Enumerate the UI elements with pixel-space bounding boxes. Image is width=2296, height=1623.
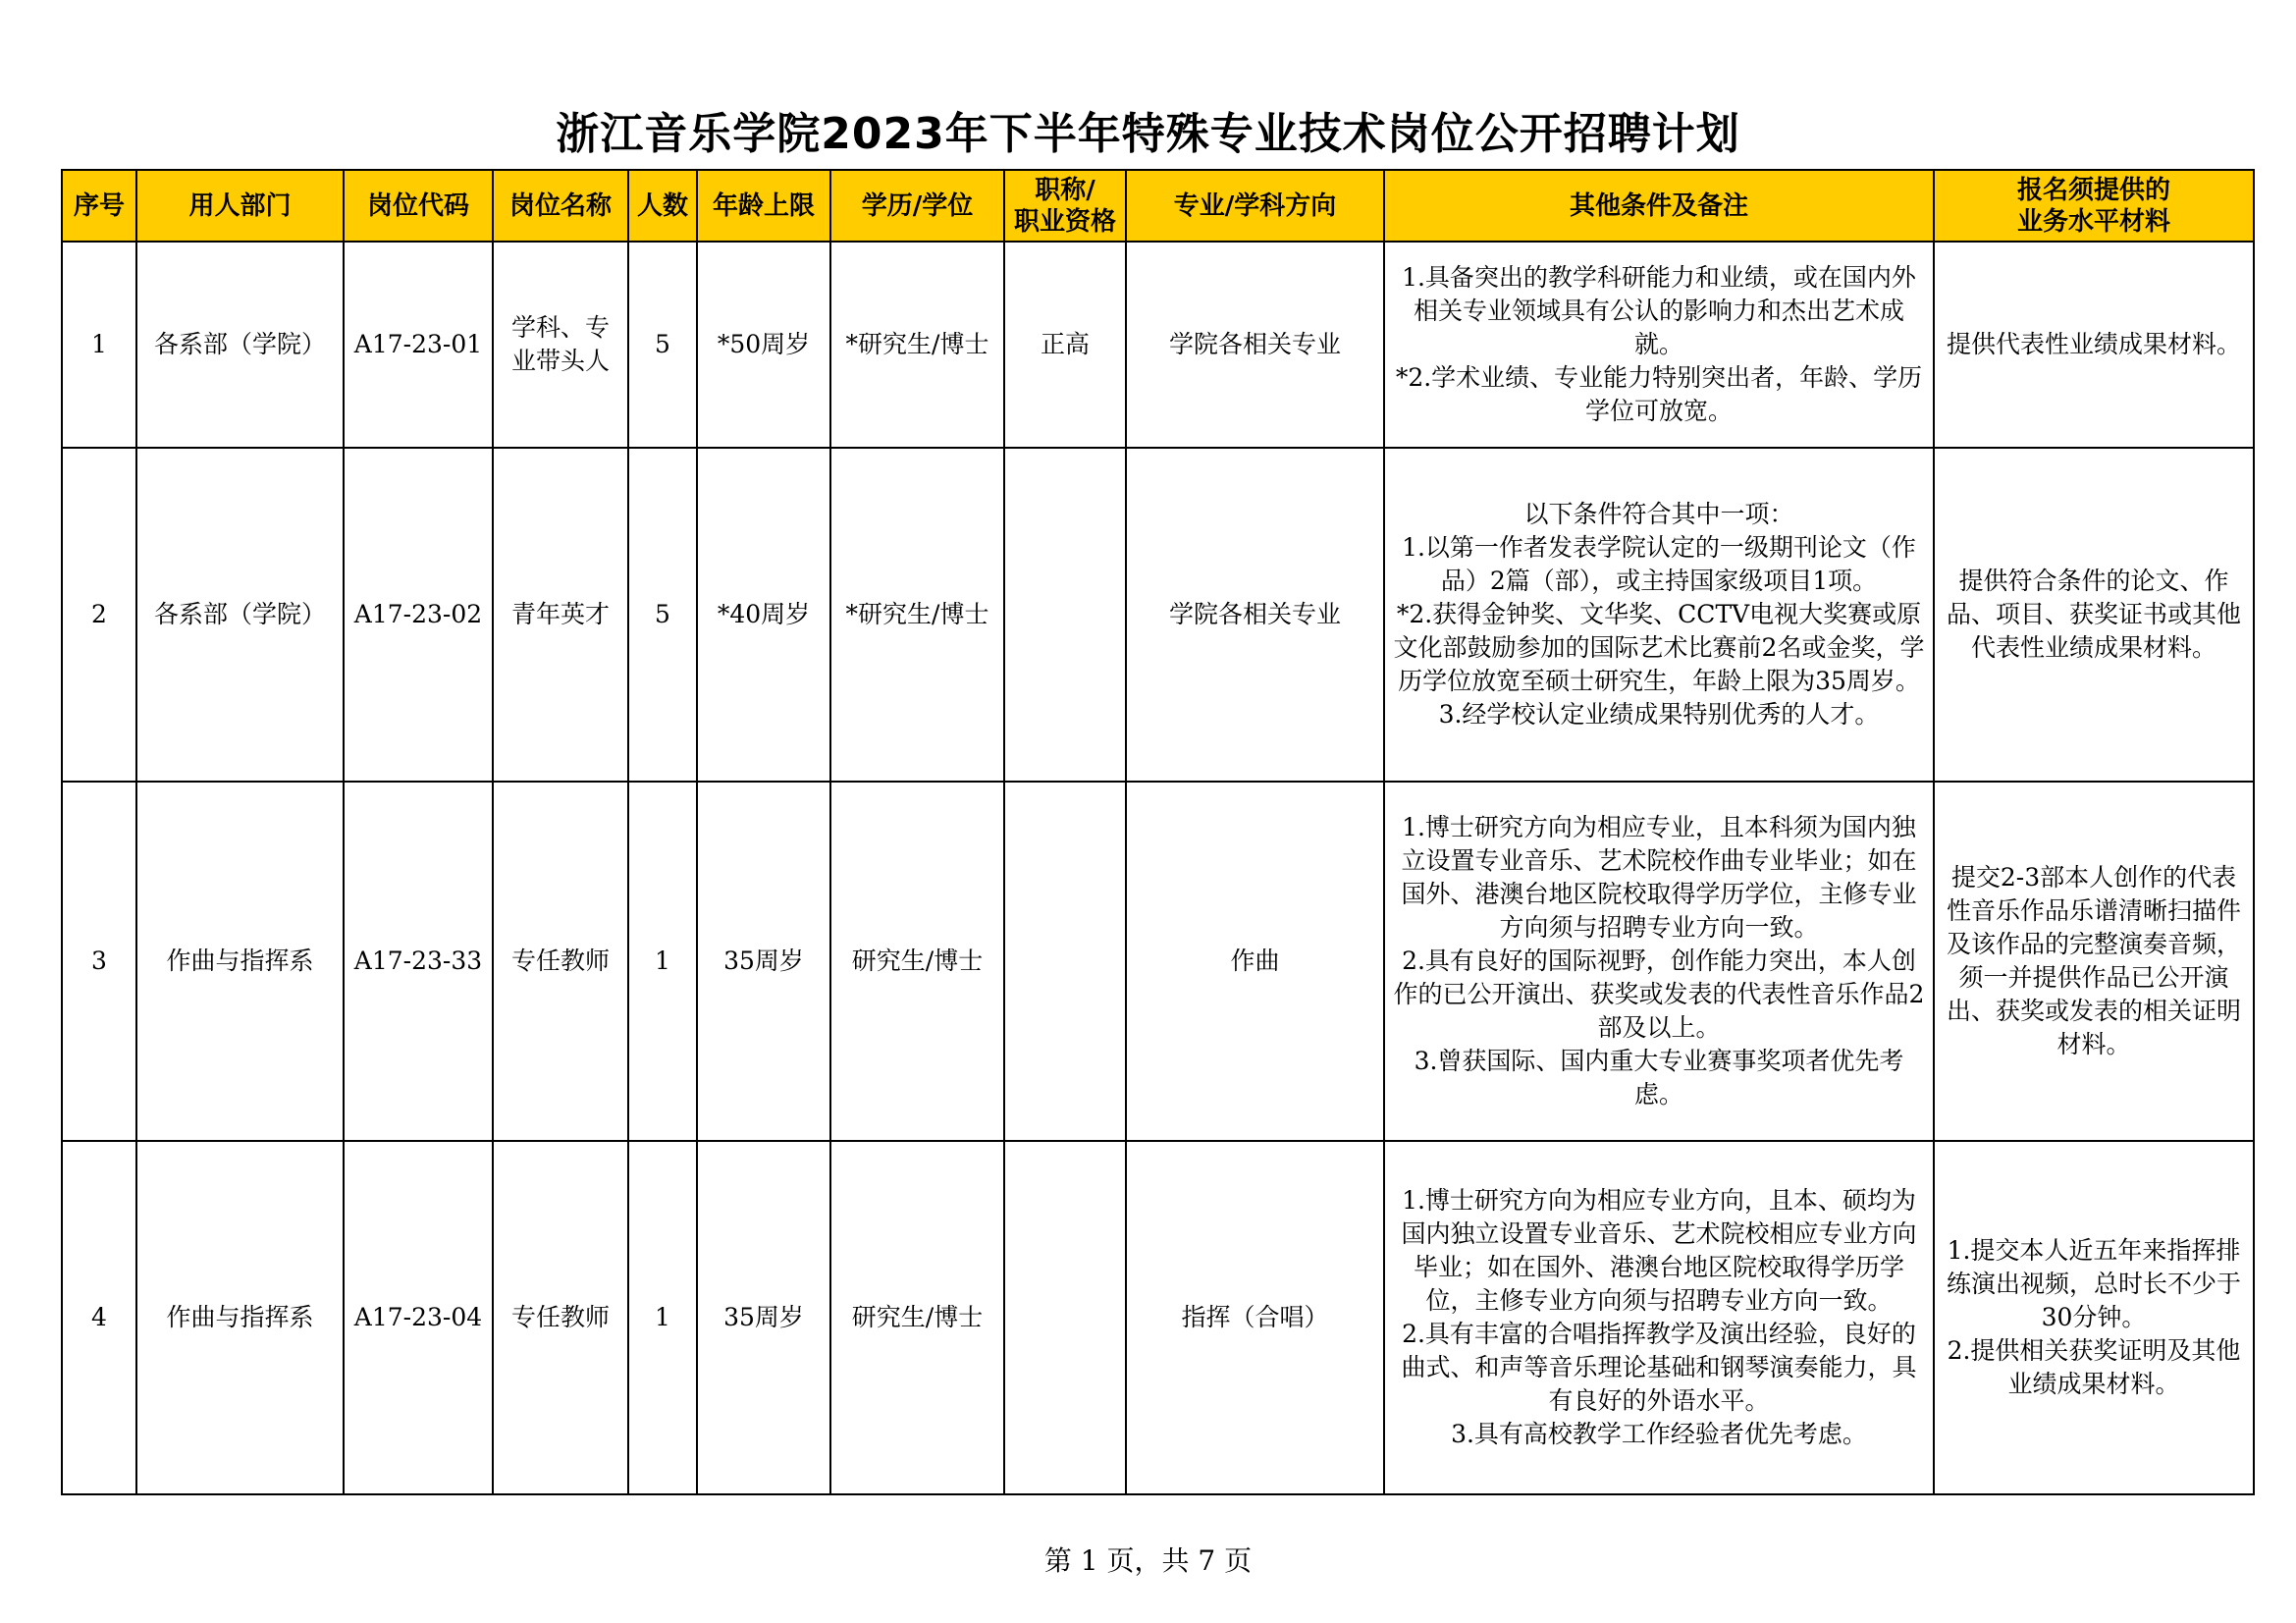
row-count: 5 <box>628 242 697 448</box>
header-conditions: 其他条件及备注 <box>1384 170 1934 242</box>
row-conditions <box>1384 242 1934 448</box>
row-dept: 各系部（学院） <box>136 242 344 448</box>
row-code: A17-23-33 <box>344 782 493 1141</box>
row-education: 研究生/博士 <box>830 1141 1004 1494</box>
header-title: 职称/ 职业资格 <box>1004 170 1126 242</box>
table-row <box>62 242 2254 448</box>
header-position: 岗位名称 <box>493 170 628 242</box>
row-major: 学院各相关专业 <box>1126 448 1384 782</box>
row-materials: 提供代表性业绩成果材料。 <box>1934 242 2254 448</box>
row-no: 2 <box>62 448 136 782</box>
header-count: 人数 <box>628 170 697 242</box>
row-conditions <box>1384 1141 1934 1494</box>
condition-line: 1.具备突出的教学科研能力和业绩，或在国内外相关专业领域具有公认的影响力和杰出艺术成就。 <box>1402 263 1916 358</box>
condition-line: 3.具有高校教学工作经验者优先考虑。 <box>1451 1420 1867 1448</box>
row-count: 5 <box>628 448 697 782</box>
row-count: 1 <box>628 782 697 1141</box>
row-education: *研究生/博士 <box>830 448 1004 782</box>
recruitment-plan-table <box>61 169 2255 1495</box>
row-age: *50周岁 <box>697 242 830 448</box>
row-education: 研究生/博士 <box>830 782 1004 1141</box>
row-materials: 1.提交本人近五年来指挥排练演出视频，总时长不少于30分钟。 2.提供相关获奖证明及其他业绩成果材料。 <box>1934 1141 2254 1494</box>
condition-line: 2.具有丰富的合唱指挥教学及演出经验，良好的曲式、和声等音乐理论基础和钢琴演奏能力，具有良好的外语水平。 <box>1401 1320 1917 1415</box>
condition-line: 1.博士研究方向为相应专业，且本科须为国内独立设置专业音乐、艺术院校作曲专业毕业；如在国外、港澳台地区院校取得学历学位，主修专业方向须与招聘专业方向一致。 <box>1401 813 1917 942</box>
row-major: 指挥（合唱） <box>1126 1141 1384 1494</box>
document-title: 浙江音乐学院2023年下半年特殊专业技术岗位公开招聘计划 <box>556 109 1740 159</box>
row-age: *40周岁 <box>697 448 830 782</box>
condition-line: 1.博士研究方向为相应专业方向，且本、硕均为国内独立设置专业音乐、艺术院校相应专业方向毕业；如在国外、港澳台地区院校取得学历学位，主修专业方向须与招聘专业方向一致。 <box>1401 1186 1917 1315</box>
page-footer: 第 1 页，共 7 页 <box>1043 1544 1253 1577</box>
row-major: 学院各相关专业 <box>1126 242 1384 448</box>
row-education: *研究生/博士 <box>830 242 1004 448</box>
header-no: 序号 <box>62 170 136 242</box>
row-count: 1 <box>628 1141 697 1494</box>
condition-line: 3.曾获国际、国内重大专业赛事奖项者优先考虑。 <box>1414 1047 1904 1109</box>
row-dept: 作曲与指挥系 <box>136 1141 344 1494</box>
row-title: 正高 <box>1004 242 1126 448</box>
row-code: A17-23-04 <box>344 1141 493 1494</box>
row-code: A17-23-02 <box>344 448 493 782</box>
table-row <box>62 782 2254 1141</box>
row-position: 专任教师 <box>493 1141 628 1494</box>
row-title <box>1004 782 1126 1141</box>
table-row <box>62 448 2254 782</box>
row-major: 作曲 <box>1126 782 1384 1141</box>
header-major: 专业/学科方向 <box>1126 170 1384 242</box>
row-code: A17-23-01 <box>344 242 493 448</box>
header-materials: 报名须提供的 业务水平材料 <box>1934 170 2254 242</box>
condition-line: 1.以第一作者发表学院认定的一级期刊论文（作品）2篇（部），或主持国家级项目1项。 <box>1402 533 1916 595</box>
row-dept: 作曲与指挥系 <box>136 782 344 1141</box>
condition-line: *2.学术业绩、专业能力特别突出者，年龄、学历学位可放宽。 <box>1395 363 1923 425</box>
row-no: 1 <box>62 242 136 448</box>
row-no: 3 <box>62 782 136 1141</box>
row-materials: 提供符合条件的论文、作品、项目、获奖证书或其他代表性业绩成果材料。 <box>1934 448 2254 782</box>
row-materials: 提交2-3部本人创作的代表性音乐作品乐谱清晰扫描件及该作品的完整演奏音频，须一并提供作品已公开演出、获奖或发表的相关证明材料。 <box>1934 782 2254 1141</box>
header-age: 年龄上限 <box>697 170 830 242</box>
row-no: 4 <box>62 1141 136 1494</box>
condition-line: 3.经学校认定业绩成果特别优秀的人才。 <box>1438 700 1880 729</box>
row-age: 35周岁 <box>697 1141 830 1494</box>
row-title <box>1004 448 1126 782</box>
table-row <box>62 1141 2254 1494</box>
row-position: 学科、专业带头人 <box>493 242 628 448</box>
row-position: 专任教师 <box>493 782 628 1141</box>
header-education: 学历/学位 <box>830 170 1004 242</box>
row-conditions <box>1384 448 1934 782</box>
condition-line: 以下条件符合其中一项： <box>1523 500 1794 528</box>
table-header-row <box>62 170 2254 242</box>
row-position: 青年英才 <box>493 448 628 782</box>
condition-line: 2.具有良好的国际视野，创作能力突出，本人创作的已公开演出、获奖或发表的代表性音乐作品2部及以上。 <box>1393 947 1925 1042</box>
row-conditions <box>1384 782 1934 1141</box>
row-title <box>1004 1141 1126 1494</box>
header-code: 岗位代码 <box>344 170 493 242</box>
row-age: 35周岁 <box>697 782 830 1141</box>
row-dept: 各系部（学院） <box>136 448 344 782</box>
header-dept: 用人部门 <box>136 170 344 242</box>
condition-line: *2.获得金钟奖、文华奖、CCTV电视大奖赛或原文化部鼓励参加的国际艺术比赛前2名或金奖，学历学位放宽至硕士研究生，年龄上限为35周岁。 <box>1393 600 1925 695</box>
